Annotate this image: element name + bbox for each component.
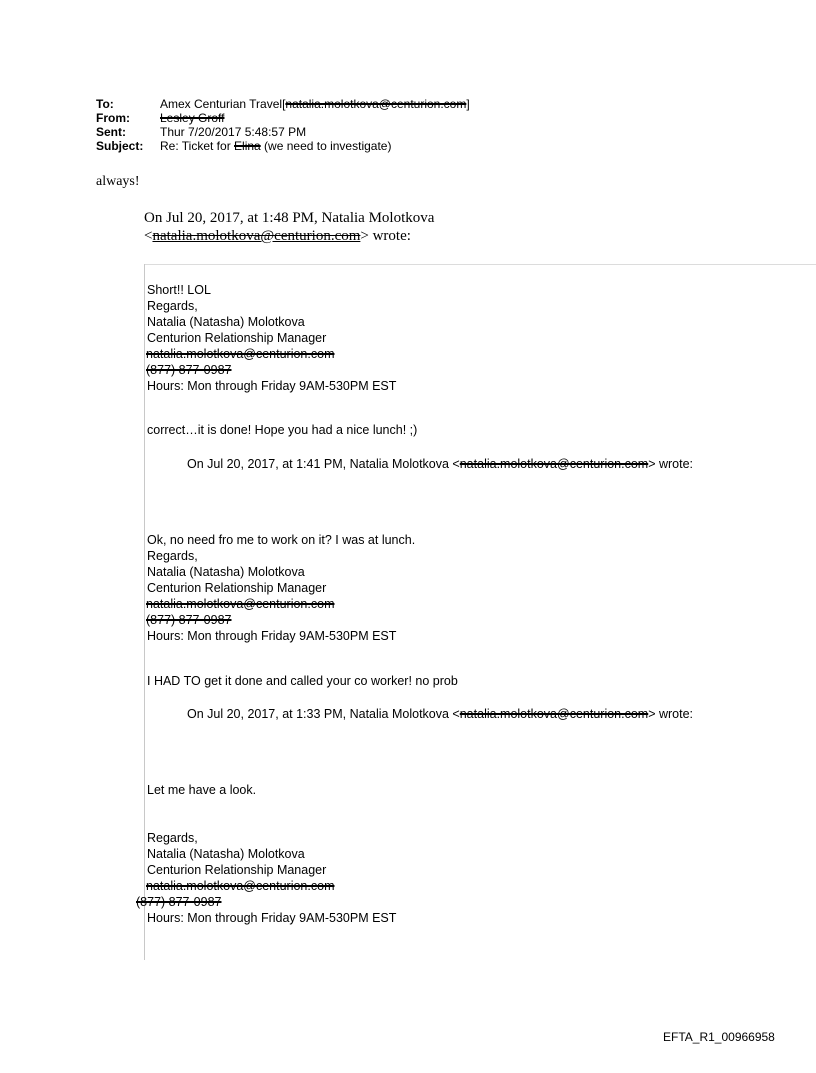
msg3-regards: Regards, bbox=[147, 831, 198, 845]
to-name: Amex Centurian Travel bbox=[160, 97, 283, 111]
msg2-regards: Regards, bbox=[147, 549, 198, 563]
reply-body: always! bbox=[96, 174, 140, 189]
to-label: To: bbox=[96, 97, 114, 111]
quote2-header bbox=[187, 457, 693, 471]
msg2-hours: Hours: Mon through Friday 9AM-530PM EST bbox=[147, 629, 397, 643]
quote-left-bar bbox=[144, 264, 145, 960]
msg1-text: Short!! LOL bbox=[147, 283, 211, 297]
from-label: From: bbox=[96, 111, 130, 125]
quote3-suffix: > wrote: bbox=[648, 707, 694, 721]
msg1-title: Centurion Relationship Manager bbox=[147, 331, 327, 345]
msg3-text: Let me have a look. bbox=[147, 783, 257, 797]
quote-header-line1: On Jul 20, 2017, at 1:48 PM, Natalia Molotkova bbox=[144, 210, 435, 226]
msg3-email-redacted: natalia.molotkova@centurion.com bbox=[146, 879, 335, 893]
quote3-header bbox=[187, 707, 693, 721]
quote-header-email-redacted: natalia.molotkova@centurion.com bbox=[152, 228, 361, 244]
quote3-email-redacted: natalia.molotkova@centurion.com bbox=[459, 707, 649, 721]
msg2-text: Ok, no need fro me to work on it? I was at lunch. bbox=[147, 533, 416, 547]
quote3-prefix: On Jul 20, 2017, at 1:33 PM, Natalia Molotkova < bbox=[187, 707, 460, 721]
subject-redacted: Elina bbox=[234, 139, 261, 153]
quote2-suffix: > wrote: bbox=[648, 457, 694, 471]
msg1-phone-redacted: (877) 877-0987 bbox=[146, 363, 232, 377]
to-bracket-close: ] bbox=[466, 97, 470, 111]
quote-header-close: > wrote: bbox=[360, 228, 411, 244]
msg1-email-redacted: natalia.molotkova@centurion.com bbox=[146, 347, 335, 361]
reply2-text: correct…it is done! Hope you had a nice lunch! ;) bbox=[147, 423, 418, 437]
subject-prefix: Re: Ticket for bbox=[160, 139, 235, 153]
msg2-phone-redacted: (877) 877-0987 bbox=[146, 613, 232, 627]
quote-header-line2 bbox=[144, 228, 411, 245]
quote2-email-redacted: natalia.molotkova@centurion.com bbox=[459, 457, 649, 471]
sent-label: Sent: bbox=[96, 125, 126, 139]
msg2-email-redacted: natalia.molotkova@centurion.com bbox=[146, 597, 335, 611]
subject-suffix: (we need to investigate) bbox=[260, 139, 392, 153]
msg2-title: Centurion Relationship Manager bbox=[147, 581, 327, 595]
msg2-name: Natalia (Natasha) Molotkova bbox=[147, 565, 305, 579]
document-id: EFTA_R1_00966958 bbox=[663, 1030, 775, 1044]
sent-value: Thur 7/20/2017 5:48:57 PM bbox=[160, 125, 307, 139]
msg3-phone-redacted: (877) 877-0987 bbox=[136, 895, 222, 909]
subject-value bbox=[160, 139, 391, 153]
to-bracket-open: [ bbox=[282, 97, 286, 111]
subject-label: Subject: bbox=[96, 139, 144, 153]
msg1-name: Natalia (Natasha) Molotkova bbox=[147, 315, 305, 329]
msg1-regards: Regards, bbox=[147, 299, 198, 313]
quote-header-open: < bbox=[144, 228, 153, 244]
to-email-redacted: natalia.molotkova@centurion.com bbox=[285, 97, 467, 111]
to-value bbox=[160, 97, 470, 111]
quote-top-rule bbox=[144, 264, 816, 265]
reply3-text: I HAD TO get it done and called your co worker! no prob bbox=[147, 674, 458, 688]
msg3-name: Natalia (Natasha) Molotkova bbox=[147, 847, 305, 861]
msg3-hours: Hours: Mon through Friday 9AM-530PM EST bbox=[147, 911, 397, 925]
from-value-redacted: Lesley Groff bbox=[160, 111, 225, 125]
msg1-hours: Hours: Mon through Friday 9AM-530PM EST bbox=[147, 379, 397, 393]
quote2-prefix: On Jul 20, 2017, at 1:41 PM, Natalia Molotkova < bbox=[187, 457, 460, 471]
msg3-title: Centurion Relationship Manager bbox=[147, 863, 327, 877]
